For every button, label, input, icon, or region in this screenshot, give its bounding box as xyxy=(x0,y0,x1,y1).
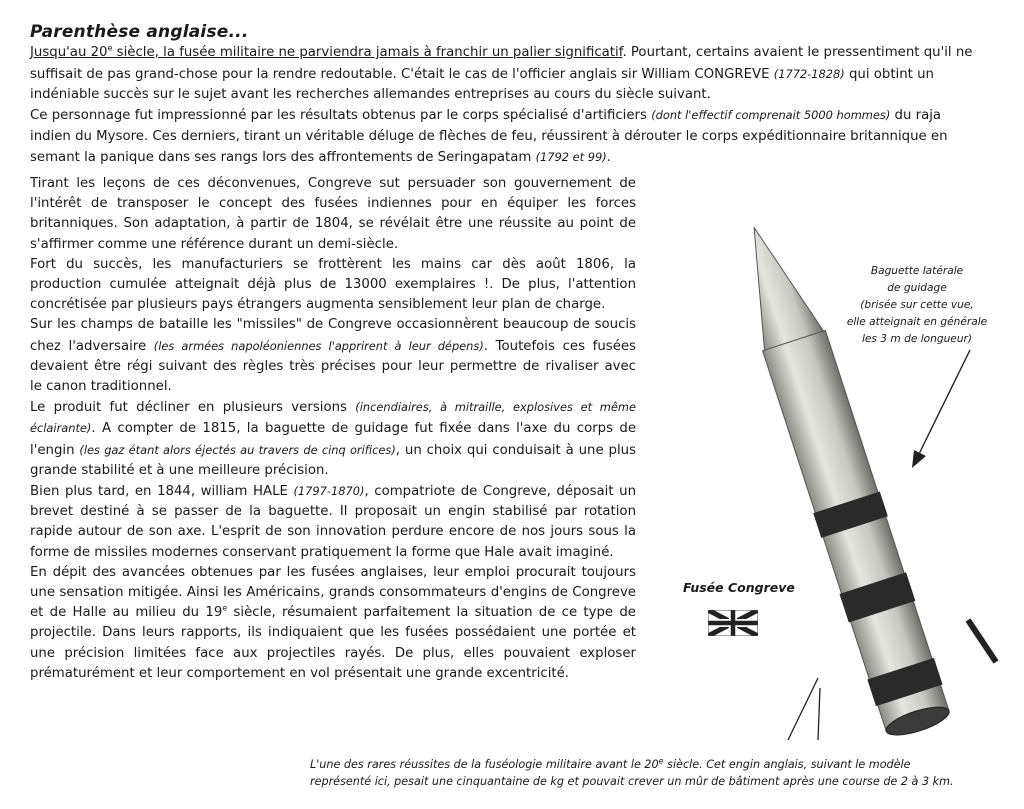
page-title: Parenthèse anglaise... xyxy=(30,22,249,42)
union-jack-icon xyxy=(708,610,758,636)
stick-line xyxy=(788,678,818,740)
text-line: l'engin (les gaz étant alors éjectés au travers de cinq orifices), un choix qui conduisait à une plus xyxy=(30,442,637,458)
text-line: éclairante). A compter de 1815, la baguette de guidage fut fixée dans l'axe du corps de xyxy=(30,421,636,437)
label-arrow-line xyxy=(918,350,970,456)
text-line: une sensation mitigée. Ainsi les Américains, grands consommateurs d'engins de Congreve xyxy=(30,585,636,601)
text-line: forme de missiles modernes conservant pratiquement la forme que Hale avait imaginé. xyxy=(30,544,614,560)
text-line: rapide autour de son axe. L'esprit de son innovation perdure encore de nos jours sous la xyxy=(30,524,636,540)
intro-paragraph-2 xyxy=(30,105,996,169)
text-line: production cumulée atteignait déjà plus de 13000 exemplaires !. De plus, l'attention xyxy=(30,277,636,293)
text-line: et de Halle au milieu du 19e siècle, résumaient parfaitement la situation de ce type de xyxy=(30,603,636,621)
body-column xyxy=(30,174,636,684)
label-arrow-head xyxy=(912,450,926,468)
text-line: s'affirmer comme une référence durant un demi-siècle. xyxy=(30,236,399,252)
text-line: grande stabilité et à une meilleure précision. xyxy=(30,462,329,478)
text-line: Le produit fut décliner en plusieurs versions (incendiaires, à mitraille, explosives et même xyxy=(30,400,637,416)
guide-stick-stub xyxy=(968,620,996,662)
text-line: Sur les champs de bataille les "missiles" de Congreve occasionnèrent beaucoup de soucis xyxy=(30,317,636,333)
text-line: suffisait de pas grand-chose pour la rendre redoutable. C'était le cas de l'officier anglais sir William CONGREVE (1772-1828) qui obtint un xyxy=(30,66,934,82)
rocket-nose-cone xyxy=(727,217,823,350)
text-line: Jusqu'au 20e siècle, la fusée militaire ne parviendra jamais à franchir un palier significatif. Pourtant, certains avaient le pressentiment qu'il ne xyxy=(30,43,973,60)
text-line: indéniable succès sur le sujet avant les recherches allemandes entreprises au cours du siècle suivant. xyxy=(30,87,711,103)
text-line: Fort du succès, les manufacturiers se frottèrent les mains car dès août 1806, la xyxy=(30,256,636,272)
text-line: devaient être régi suivant des règles très précises pour leur permettre de rivaliser avec xyxy=(30,358,636,374)
text-line: une précision limitées face aux projectiles rayés. De plus, elles pouvaient exploser xyxy=(30,645,636,661)
text-line: britanniques. Son adaptation, à partir de 1804, se révélait être une réussite au point de xyxy=(30,216,636,232)
text-line: semant la panique dans ses rangs lors des affrontements de Seringapatam (1792 et 99). xyxy=(30,150,611,166)
text-line: brevet destiné à se passer de la baguette. Il proposait un engin stabilisé par rotation xyxy=(30,504,636,520)
text-line: indien du Mysore. Ces derniers, tirant un véritable déluge de flèches de feu, réussirent à dérouter le corps expéditionnaire britannique en xyxy=(30,128,948,144)
text-line: Tirant les leçons de ces déconvenues, Congreve sut persuader son gouvernement de xyxy=(30,176,636,191)
stick-line xyxy=(818,688,820,740)
text-line: le canon traditionnel. xyxy=(30,379,172,395)
text-line: En dépit des avancées obtenues par les fusées anglaises, leur emploi procurait toujours xyxy=(30,564,636,580)
text-line: concrétisée par plusieurs pays étrangers augmenta sensiblement leur plan de charge. xyxy=(30,297,606,313)
text-line: chez l'adversaire (les armées napoléoniennes l'apprirent à leur dépens). Toutefois ces fusées xyxy=(30,338,636,354)
text-line: l'intérêt de transposer le concept des fusées indiennes pour en équiper les forces xyxy=(30,196,636,212)
intro-paragraph-1 xyxy=(30,43,996,106)
text-line: Ce personnage fut impressionné par les résultats obtenus par le corps spécialisé d'artificiers (dont l'effectif comprenait 5000 hommes) du raja xyxy=(30,108,942,123)
rocket-name-label: Fusée Congreve xyxy=(683,580,795,595)
figure-caption: L'une des rares réussites de la fuséologie militaire avant le 20e siècle. Cet engin anglais, suivant le modèle représenté ici, pesait une cinquantaine de kg et pouvait crever un mûr de bâtiment après une course de 2 à 3 km. xyxy=(310,756,954,788)
text-line: Bien plus tard, en 1844, william HALE (1797-1870), compatriote de Congreve, déposait un xyxy=(30,484,636,500)
text-line: prématurément et leur comportement en vol présentait une grande excentricité. xyxy=(30,665,570,681)
text-line: projectile. Dans leurs rapports, ils indiquaient que les fusées possédaient une portée et xyxy=(30,625,636,641)
guide-stick-label: Baguette latérale de guidage (brisée sur cette vue, elle atteignait en générale les 3 m de longueur) xyxy=(846,265,988,345)
